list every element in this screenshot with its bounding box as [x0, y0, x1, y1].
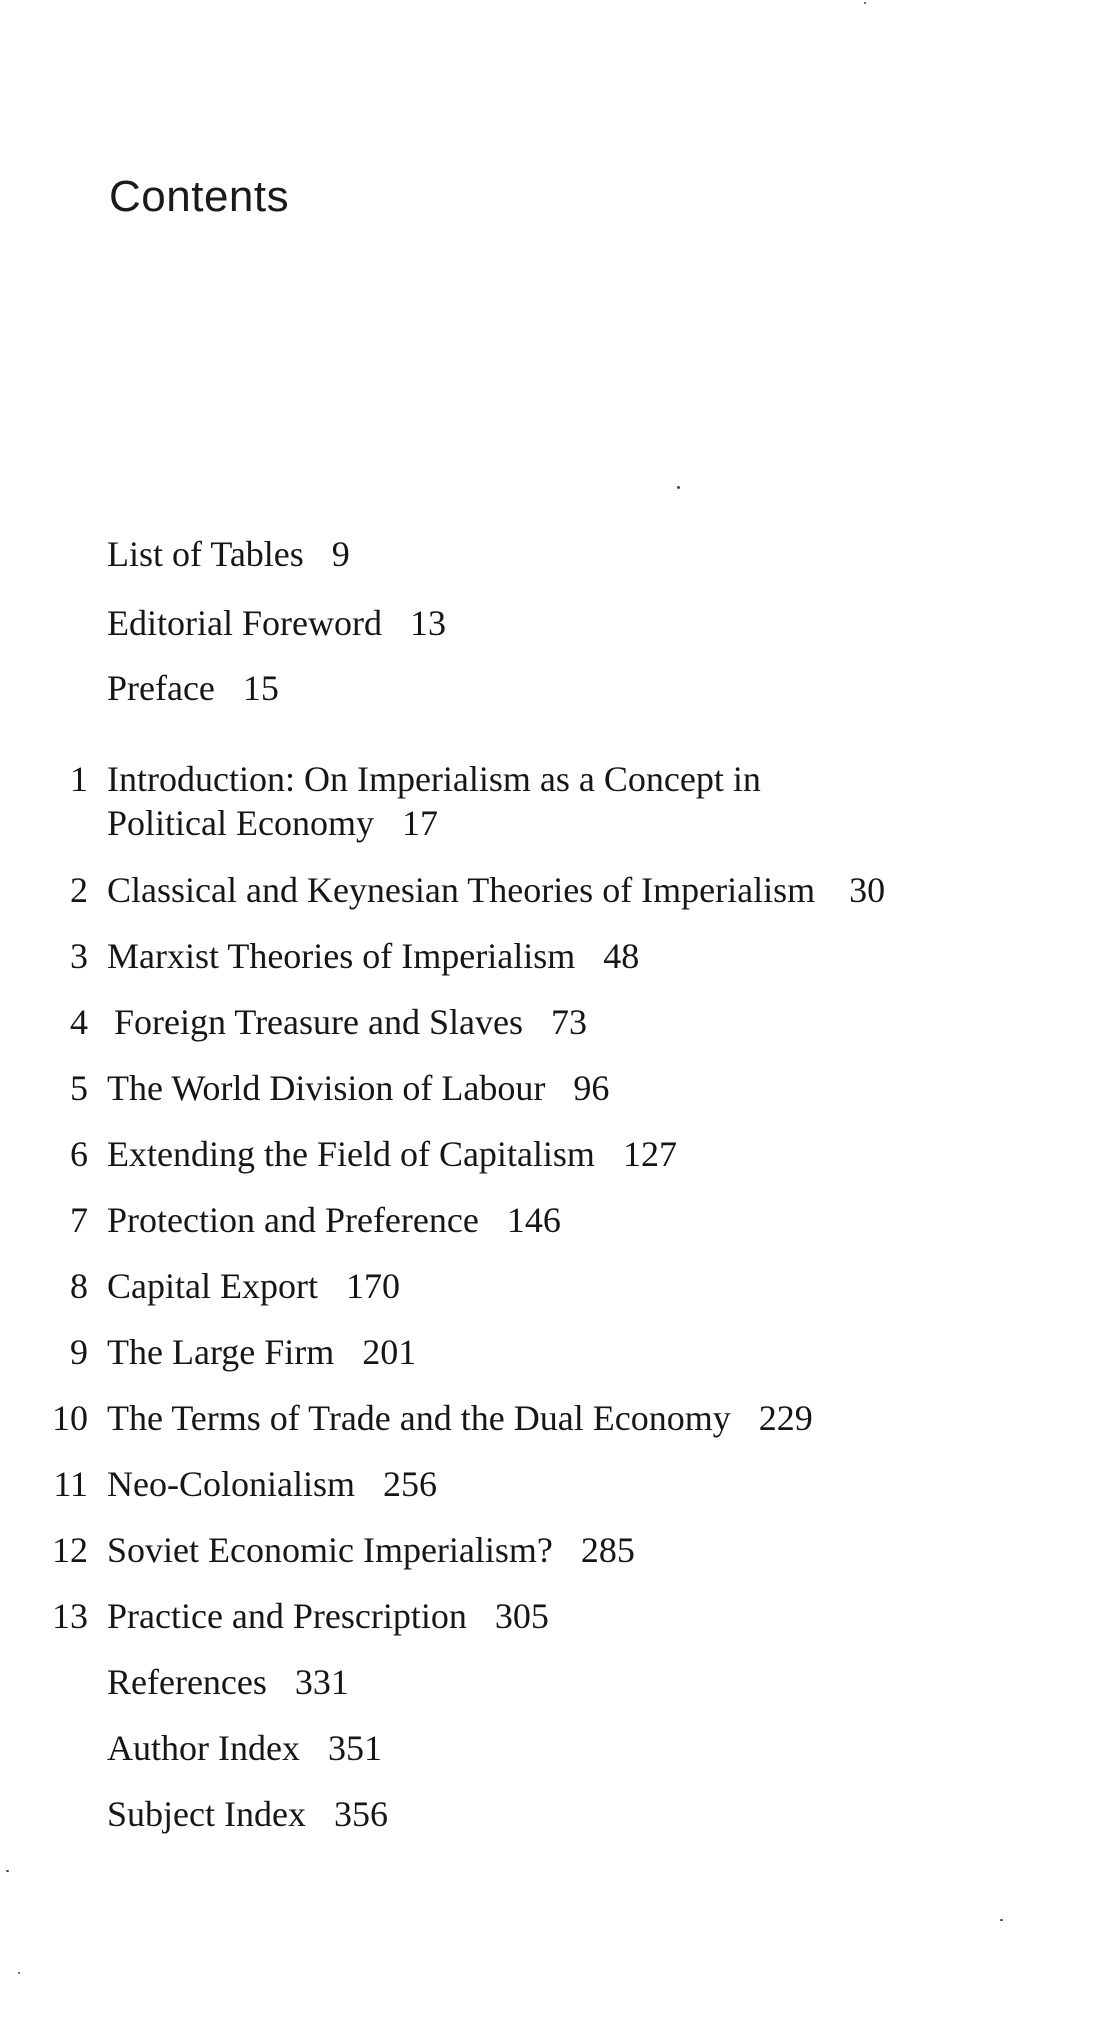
toc-entry-page: 9: [331, 534, 350, 574]
chapter-number: 5: [70, 1068, 88, 1108]
page-title: Contents: [109, 172, 290, 221]
toc-entry-title: Foreign Treasure and Slaves 73: [114, 1002, 587, 1042]
toc-entry-page: 256: [382, 1464, 437, 1504]
toc-entry-title-continued: Political Economy 17: [107, 803, 438, 843]
toc-entry-title: References 331: [107, 1662, 349, 1702]
toc-entry-page: 13: [409, 603, 446, 643]
toc-entry-page: 170: [345, 1266, 400, 1306]
toc-entry-title: The Large Firm 201: [107, 1332, 417, 1372]
toc-entry-page: 15: [242, 668, 279, 708]
toc-entry-page: 146: [506, 1200, 561, 1240]
toc-entry-title: Author Index 351: [107, 1728, 382, 1768]
toc-entry-page: 351: [327, 1728, 382, 1768]
toc-entry-title: Capital Export 170: [107, 1266, 400, 1306]
chapter-number: 12: [52, 1530, 88, 1570]
toc-entry-title: The Terms of Trade and the Dual Economy 229: [107, 1398, 813, 1438]
chapter-number: 11: [53, 1464, 88, 1504]
toc-entry-page: 30: [849, 870, 886, 910]
toc-entry-title: Subject Index 356: [107, 1794, 388, 1834]
toc-entry-title: Classical and Keynesian Theories of Imperialism 30: [107, 870, 886, 910]
toc-entry-title: Soviet Economic Imperialism? 285: [107, 1530, 635, 1570]
toc-entry-page: 48: [603, 936, 640, 976]
toc-entry-title: Editorial Foreword 13: [107, 603, 446, 643]
toc-entry-title: Practice and Prescription 305: [107, 1596, 549, 1636]
toc-entry-page: 201: [362, 1332, 417, 1372]
toc-entry-page: 331: [294, 1662, 349, 1702]
chapter-number: 4: [70, 1002, 88, 1042]
toc-entry-page: 96: [573, 1068, 610, 1108]
toc-entry-page: 305: [494, 1596, 549, 1636]
toc-entry-title: The World Division of Labour 96: [107, 1068, 610, 1108]
chapter-number: 13: [52, 1596, 88, 1636]
toc-entry-page: 356: [333, 1794, 388, 1834]
toc-entry-title: Preface 15: [107, 668, 279, 708]
toc-entry-page: 17: [401, 803, 438, 843]
toc-entry-title: Extending the Field of Capitalism 127: [107, 1134, 677, 1174]
scan-speck: [6, 1870, 9, 1872]
chapter-number: 7: [70, 1200, 88, 1240]
scan-speck: [677, 486, 680, 489]
chapter-number: 1: [70, 759, 88, 799]
scan-speck: [18, 1972, 20, 1974]
chapter-number: 8: [70, 1266, 88, 1306]
toc-entry-page: 73: [550, 1002, 587, 1042]
chapter-number: 2: [70, 870, 88, 910]
toc-entry-title: Marxist Theories of Imperialism 48: [107, 936, 640, 976]
chapter-number: 9: [70, 1332, 88, 1372]
toc-entry-title: Introduction: On Imperialism as a Concept in: [107, 759, 761, 799]
chapter-number: 10: [52, 1398, 88, 1438]
toc-entry-title: List of Tables 9: [107, 534, 350, 574]
toc-entry-title: Protection and Preference 146: [107, 1200, 561, 1240]
toc-entry-title: Neo-Colonialism 256: [107, 1464, 437, 1504]
toc-entry-page: 285: [580, 1530, 635, 1570]
chapter-number: 3: [70, 936, 88, 976]
scan-speck: [864, 2, 866, 4]
toc-entry-page: 127: [622, 1134, 677, 1174]
toc-entry-page: 229: [758, 1398, 813, 1438]
scan-speck: [1000, 1919, 1003, 1921]
chapter-number: 6: [70, 1134, 88, 1174]
